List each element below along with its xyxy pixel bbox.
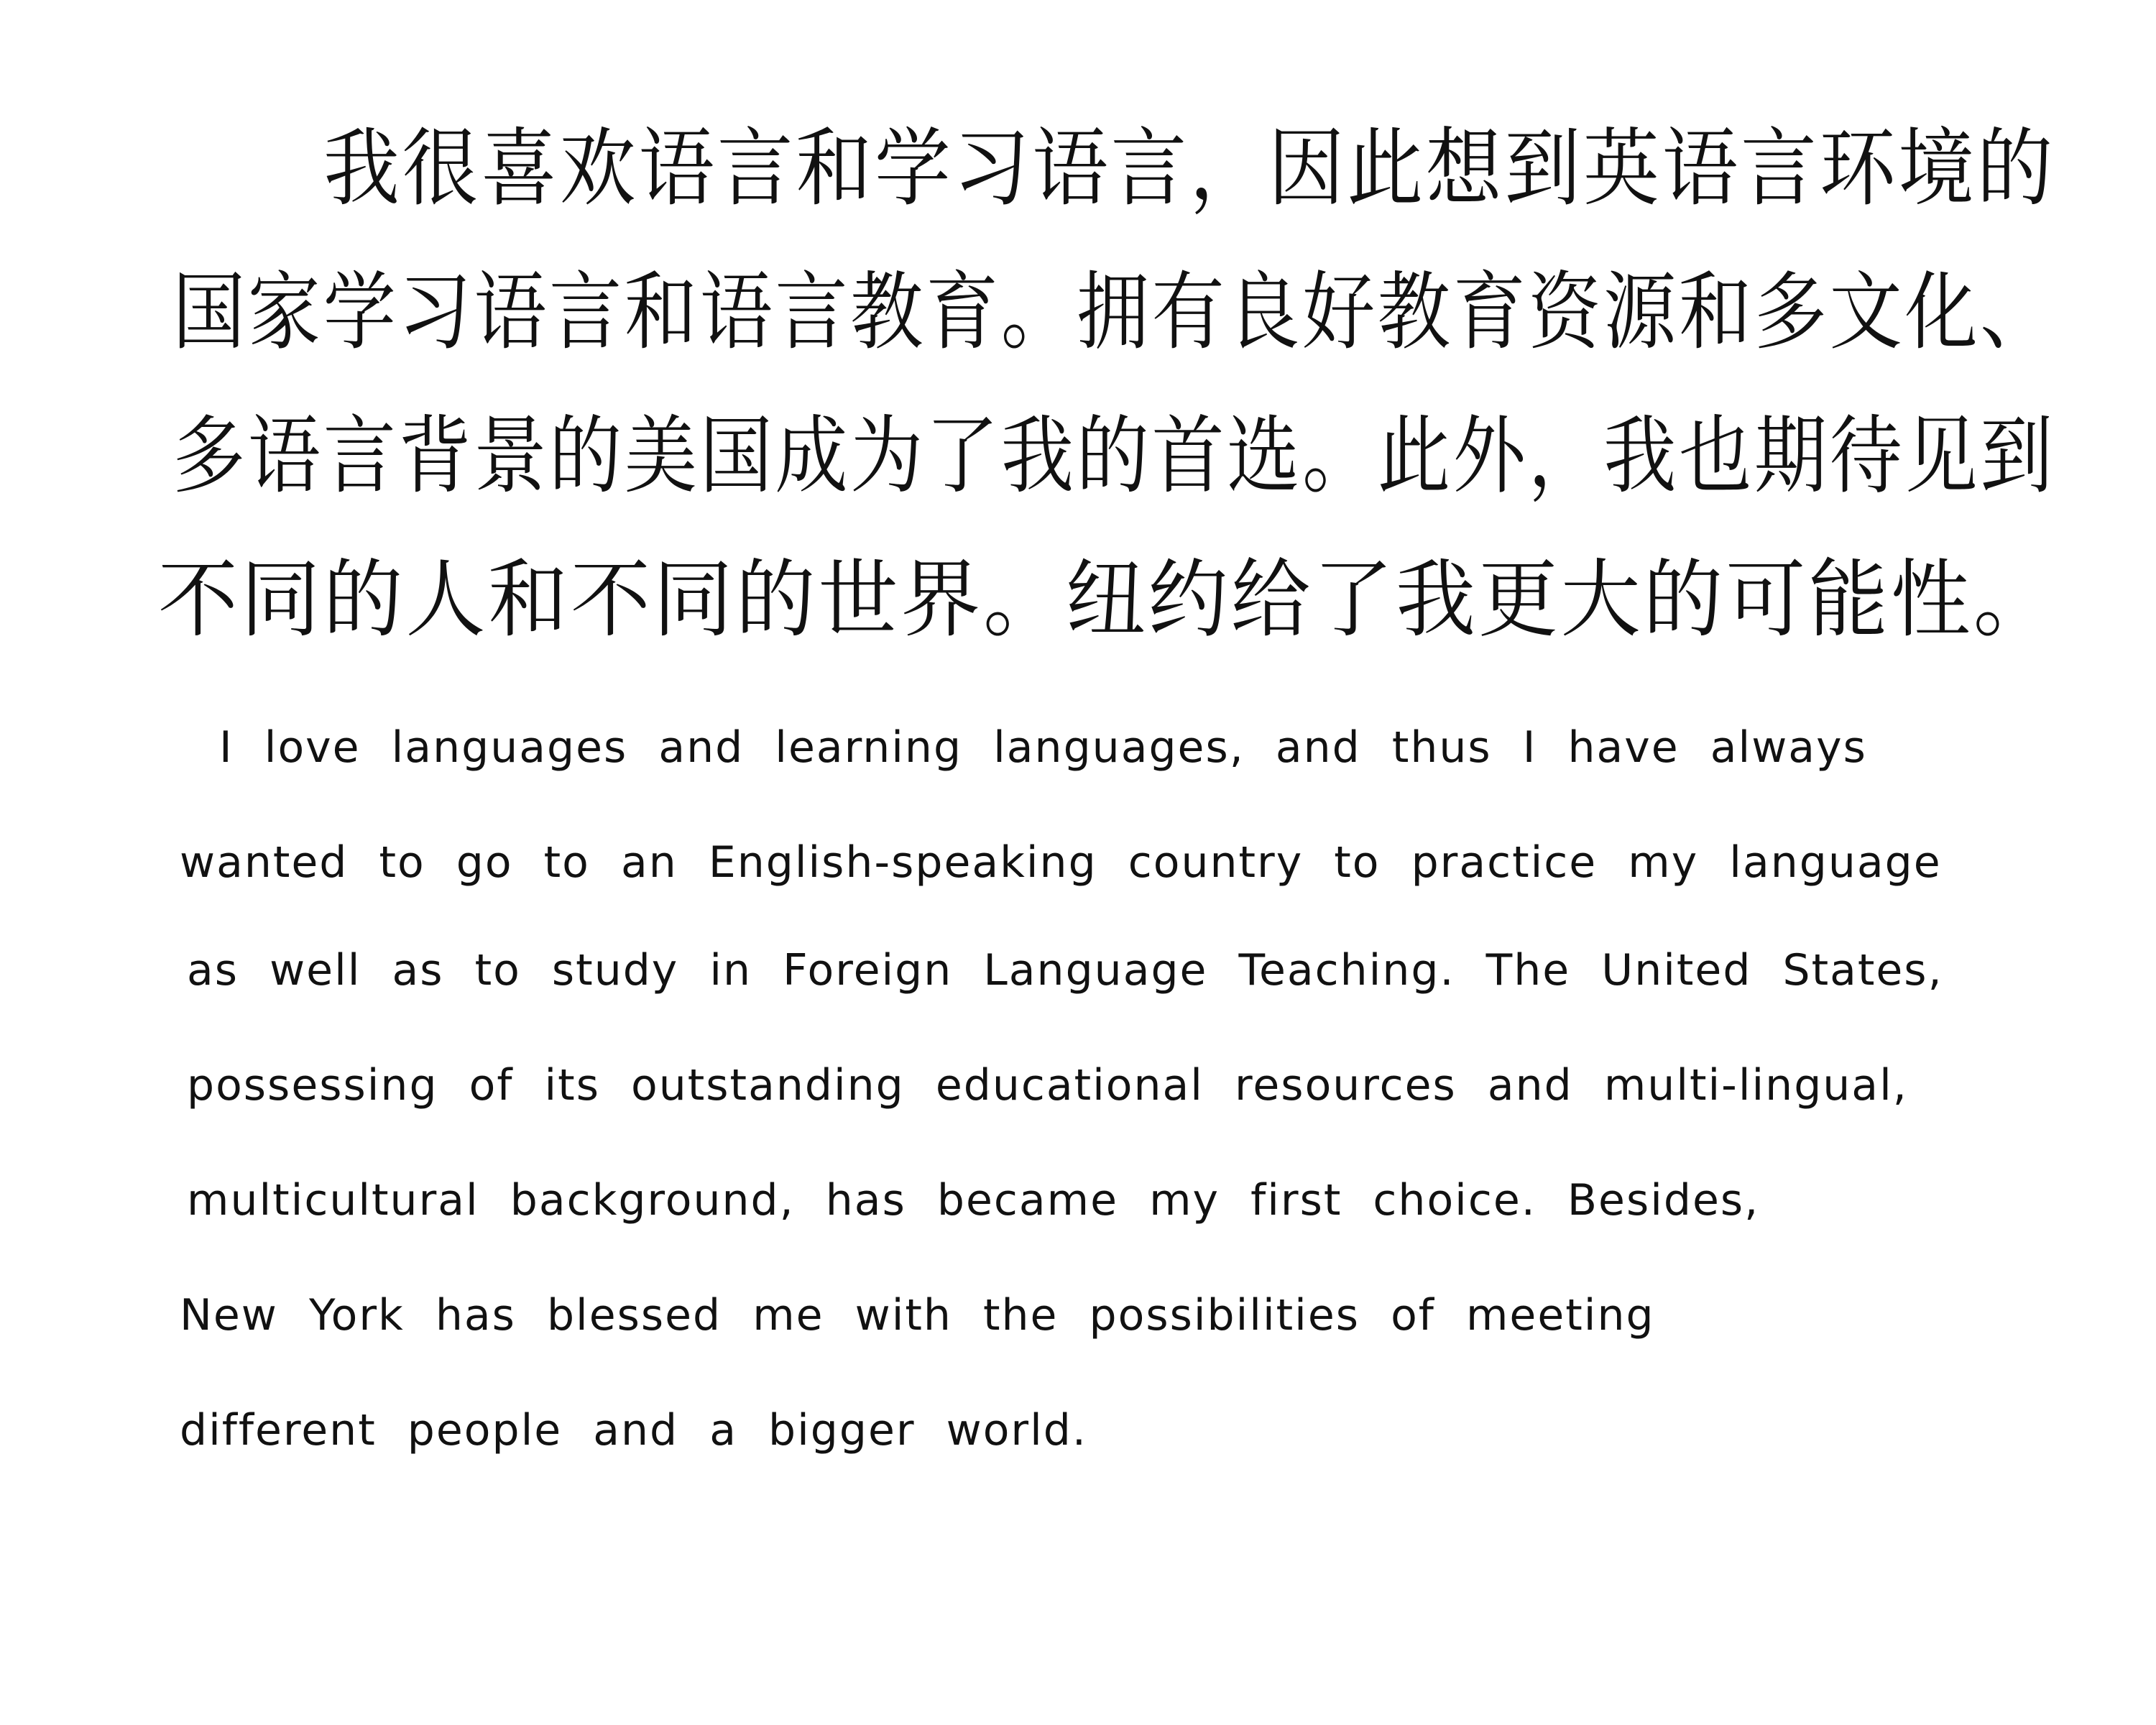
english-line: multicultural background, has became my first choice. Besides, — [187, 1175, 1760, 1225]
chinese-line: 我很喜欢语言和学习语言，因此想到英语言环境的 — [323, 119, 2056, 218]
english-line: possessing of its outstanding educational resources and multi-lingual, — [187, 1060, 1908, 1110]
english-line: different people and a bigger world. — [180, 1405, 1087, 1455]
english-line: wanted to go to an English-speaking country to practice my language — [180, 837, 1942, 888]
chinese-line: 国家学习语言和语言教育。拥有良好教育资源和多文化、 — [172, 262, 2055, 362]
english-line: as well as to study in Foreign Language Teaching. The United States, — [187, 945, 1943, 995]
chinese-line: 不同的人和不同的世界。纽约给了我更大的可能性。 — [158, 550, 2056, 649]
english-line: New York has blessed me with the possibilities of meeting — [180, 1290, 1655, 1340]
chinese-line: 多语言背景的美国成为了我的首选。此外，我也期待见到 — [172, 406, 2055, 505]
english-line: I love languages and learning languages, and thus I have always — [219, 722, 1867, 773]
